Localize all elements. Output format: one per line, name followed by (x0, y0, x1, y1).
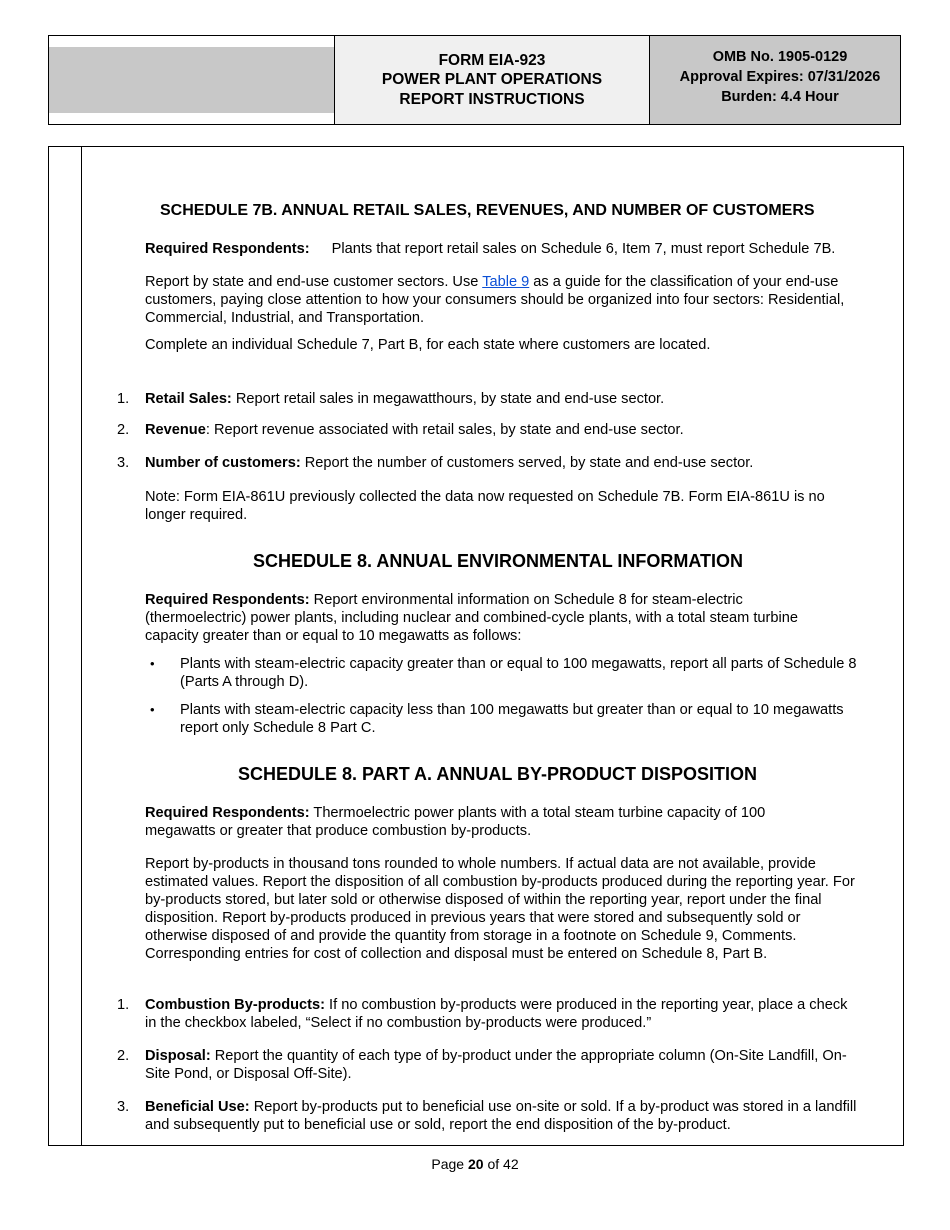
page-separator: of (483, 1156, 504, 1172)
s7b-item-1 (145, 390, 855, 408)
page-number: 20 (467, 1156, 484, 1172)
omb-number: OMB No. 1905-0129 (712, 49, 848, 65)
s8a-required-text: Thermoelectric power plants with a total steam turbine capacity of 100 megawatts or greater that produce combustion by-products. (145, 805, 766, 839)
s8a-item-1-number: 1. (117, 997, 130, 1013)
s7b-p1-text-b: as a guide for the classification of your end-use customers, paying close attention to how your consumers should be organized into four sectors: Residential, Commercial, Industrial, and Transportation. (145, 274, 845, 326)
s8-bullet-1: Plants with steam-electric capacity greater than or equal to 100 megawatts, report all parts of Schedule 8 (Parts A through D). (180, 656, 857, 690)
s7b-item-1-label: Retail Sales: (145, 391, 232, 407)
left-gutter-line (81, 147, 82, 1145)
s8-bullet-1-marker: • (150, 656, 155, 671)
s8-bullet-2-marker: • (150, 702, 155, 717)
s7b-item-2-number: 2. (117, 422, 130, 438)
s8-required-respondents (145, 591, 830, 645)
page-total: 42 (503, 1156, 519, 1172)
header-logo-area (49, 36, 335, 124)
s7b-item-3 (145, 454, 855, 472)
s8a-item-3-text: Report by-products put to beneficial use on-site or sold. If a by-product was stored in a landfill and subsequently put to beneficial use or sold, report the end disposition of the by-product. (145, 1099, 857, 1133)
s8a-item-2-number: 2. (117, 1048, 130, 1064)
s7b-required-label: Required Respondents: (145, 241, 310, 257)
approval-expiry: Approval Expires: 07/31/2026 (679, 69, 881, 85)
form-subtitle-2: REPORT INSTRUCTIONS (399, 90, 585, 108)
s7b-item-3-text: Report the number of customers served, by state and end-use sector. (300, 455, 754, 471)
s7b-item-3-label: Number of customers: (145, 455, 301, 471)
s7b-item-1-number: 1. (117, 391, 130, 407)
s7b-item-3-number: 3. (117, 455, 130, 471)
page-footer (0, 1156, 950, 1172)
s8a-item-3 (145, 1098, 860, 1134)
s8a-required-label: Required Respondents: (145, 805, 310, 821)
schedule-7b-heading: SCHEDULE 7B. ANNUAL RETAIL SALES, REVENUES, AND NUMBER OF CUSTOMERS (160, 202, 815, 219)
schedule-8-heading: SCHEDULE 8. ANNUAL ENVIRONMENTAL INFORMATION (253, 551, 744, 571)
form-subtitle-1: POWER PLANT OPERATIONS (381, 71, 603, 89)
s8a-required-respondents (145, 804, 825, 840)
s7b-item-2 (145, 421, 855, 439)
s7b-item-2-text: : Report revenue associated with retail sales, by state and end-use sector. (205, 422, 684, 438)
s8a-item-2 (145, 1047, 855, 1083)
s8a-item-1-label: Combustion By-products: (145, 997, 325, 1013)
s7b-paragraph-1 (145, 273, 855, 327)
table-9-link[interactable]: Table 9 (482, 274, 530, 290)
s8a-item-1 (145, 996, 855, 1032)
s8a-item-3-label: Beneficial Use: (145, 1099, 250, 1115)
schedule-8a-heading: SCHEDULE 8. PART A. ANNUAL BY-PRODUCT DISPOSITION (238, 764, 758, 784)
s8-bullet-2: Plants with steam-electric capacity less than 100 megawatts but greater than or equal to 10 megawatts report only Schedule 8 Part C. (180, 702, 844, 736)
form-title: FORM EIA-923 (438, 51, 546, 69)
s8a-item-2-label: Disposal: (145, 1048, 211, 1064)
s8a-item-2-text: Report the quantity of each type of by-product under the appropriate column (On-Site Landfill, On-Site Pond, or Disposal Off-Site). (145, 1048, 847, 1082)
s8-required-text: Report environmental information on Schedule 8 for steam-electric (thermoelectric) power plants, including nuclear and combined-cycle plants, with a total steam turbine capacity greater than or equal to 10 megawatts as follows: (145, 592, 798, 644)
s8a-item-1-text: If no combustion by-products were produced in the reporting year, place a check in the checkbox labeled, “Select if no combustion by-products were produced.” (145, 997, 848, 1031)
s7b-required-respondents (145, 240, 865, 258)
form-header (48, 35, 901, 125)
page-label: Page (431, 1156, 468, 1172)
header-omb-block (650, 36, 900, 124)
header-title-block (335, 36, 650, 124)
header-gray-band (49, 47, 334, 113)
s7b-note: Note: Form EIA-861U previously collected the data now requested on Schedule 7B. Form EIA-861U is no longer required. (145, 489, 825, 523)
s7b-item-1-text: Report retail sales in megawatthours, by state and end-use sector. (231, 391, 665, 407)
s7b-p1-text-a: Report by state and end-use customer sectors. Use (145, 274, 483, 290)
s8a-paragraph-1: Report by-products in thousand tons rounded to whole numbers. If actual data are not available, provide estimated values. Report the disposition of all combustion by-products produced during the reporting year. For by-products stored, but later sold or otherwise disposed of within the reporting year, report under the final disposition. Report by-products produced in previous years that were stored and subsequently sold or otherwise disposed of and provide the quantity from storage in a footnote on Schedule 9, Comments. Corresponding entries for cost of collection and disposal must be entered on Schedule 8, Part B. (145, 856, 855, 962)
s8a-item-3-number: 3. (117, 1099, 130, 1115)
s7b-item-2-label: Revenue (145, 422, 206, 438)
s7b-required-text: Plants that report retail sales on Schedule 6, Item 7, must report Schedule 7B. (331, 241, 836, 257)
burden-hours: Burden: 4.4 Hour (721, 89, 839, 105)
s8-required-label: Required Respondents: (145, 592, 310, 608)
s7b-paragraph-2: Complete an individual Schedule 7, Part B, for each state where customers are located. (145, 337, 711, 353)
